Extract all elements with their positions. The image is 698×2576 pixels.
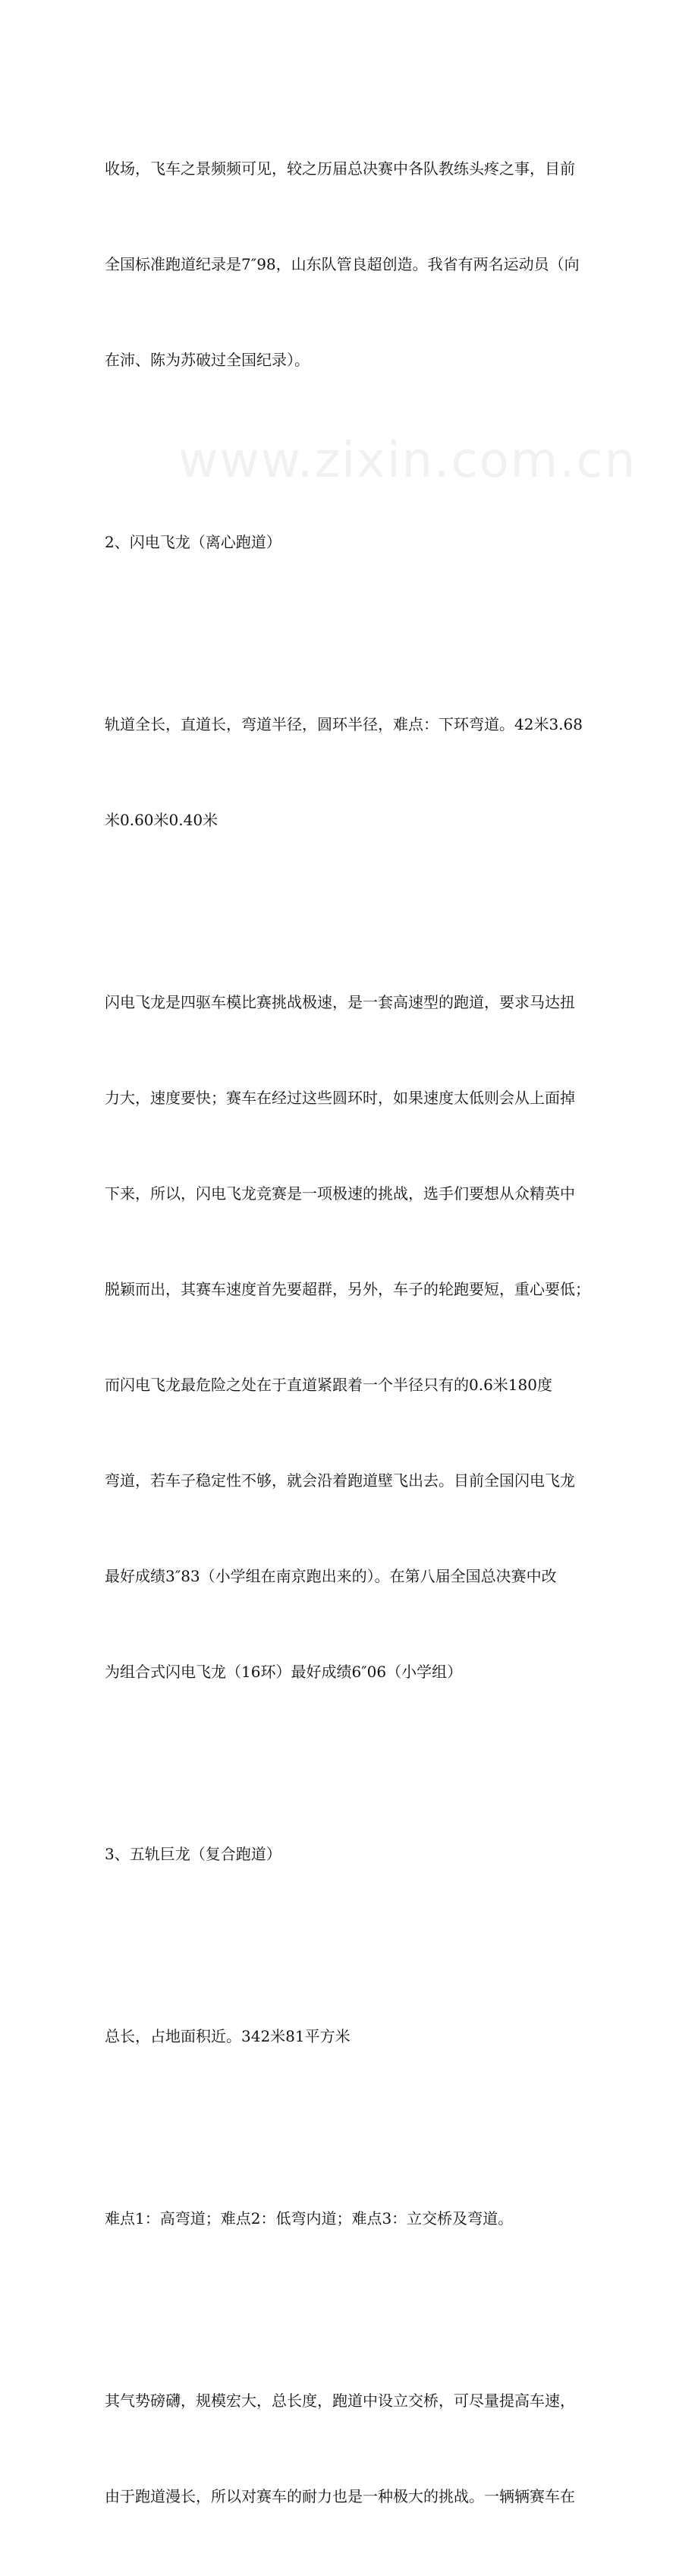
paragraph-spacer: [105, 1934, 598, 1956]
paragraph-spacer: [105, 440, 598, 462]
text-line: 总长，占地面积近。342米81平方米: [105, 2027, 351, 2045]
text-line: 下来，所以，闪电飞龙竞赛是一项极速的挑战，选手们要想从众精英中: [105, 1184, 575, 1203]
paragraph-spacer: [105, 2116, 598, 2139]
text-line: 米0.60米0.40米: [105, 811, 219, 829]
paragraph-lightning-dragon-description: [105, 922, 598, 1751]
paragraph-spacer: [105, 2298, 598, 2321]
text-line: 收场，飞车之景频频可见，较之历届总决赛中各队教练头疼之事，目前: [105, 159, 575, 178]
paragraph-five-rail-description: [105, 2321, 598, 2576]
paragraph-difficulties: [105, 2139, 598, 2298]
text-line: 最好成绩3″83（小学组在南京跑出来的）。在第八届全国总决赛中改: [105, 1567, 557, 1585]
text-line: 力大，速度要快；赛车在经过这些圆环时，如果速度太低则会从上面掉: [105, 1089, 575, 1107]
section-heading-lightning-dragon: [105, 462, 598, 622]
paragraph-spacer: [105, 1751, 598, 1774]
heading-line: 2、闪电飞龙（离心跑道）: [105, 533, 281, 551]
text-line: 为组合式闪电飞龙（16环）最好成绩6″06（小学组）: [105, 1663, 463, 1681]
paragraph-total-length: [105, 1956, 598, 2116]
section-heading-five-rail-dragon: [105, 1774, 598, 1934]
document-body: [105, 89, 598, 2576]
paragraph-track-specs: [105, 645, 598, 900]
text-line: 由于跑道漫长，所以对赛车的耐力也是一种极大的挑战。一辆辆赛车在: [105, 2487, 575, 2505]
text-line: 弯道，若车子稳定性不够，就会沿着跑道壁飞出去。目前全国闪电飞龙: [105, 1471, 575, 1490]
text-line: 而闪电飞龙最危险之处在于直道紧跟着一个半径只有的0.6米180度: [105, 1376, 552, 1394]
paragraph-spacer: [105, 900, 598, 922]
text-line: 闪电飞龙是四驱车模比赛挑战极速，是一套高速型的跑道，要求马达扭: [105, 993, 575, 1011]
text-line: 难点1：高弯道；难点2：低弯内道；难点3：立交桥及弯道。: [105, 2209, 514, 2228]
text-line: 脱颖而出，其赛车速度首先要超群，另外，车子的轮跑要短，重心要低；: [105, 1280, 590, 1298]
text-line: 其气势磅礴，规模宏大，总长度，跑道中设立交桥，可尽量提高车速，: [105, 2392, 575, 2410]
text-line: 全国标准跑道纪录是7″98，山东队管良超创造。我省有两名运动员（向: [105, 255, 580, 273]
text-line: 在沛、陈为苏破过全国纪录）。: [105, 351, 310, 369]
watermark: www.zixin.com.cn: [178, 433, 637, 489]
heading-line: 3、五轨巨龙（复合跑道）: [105, 1845, 281, 1863]
paragraph-spacer: [105, 622, 598, 645]
text-line: 轨道全长，直道长，弯道半径，圆环半径，难点：下环弯道。42米3.68: [105, 715, 583, 733]
paragraph-record-intro: [105, 89, 598, 440]
